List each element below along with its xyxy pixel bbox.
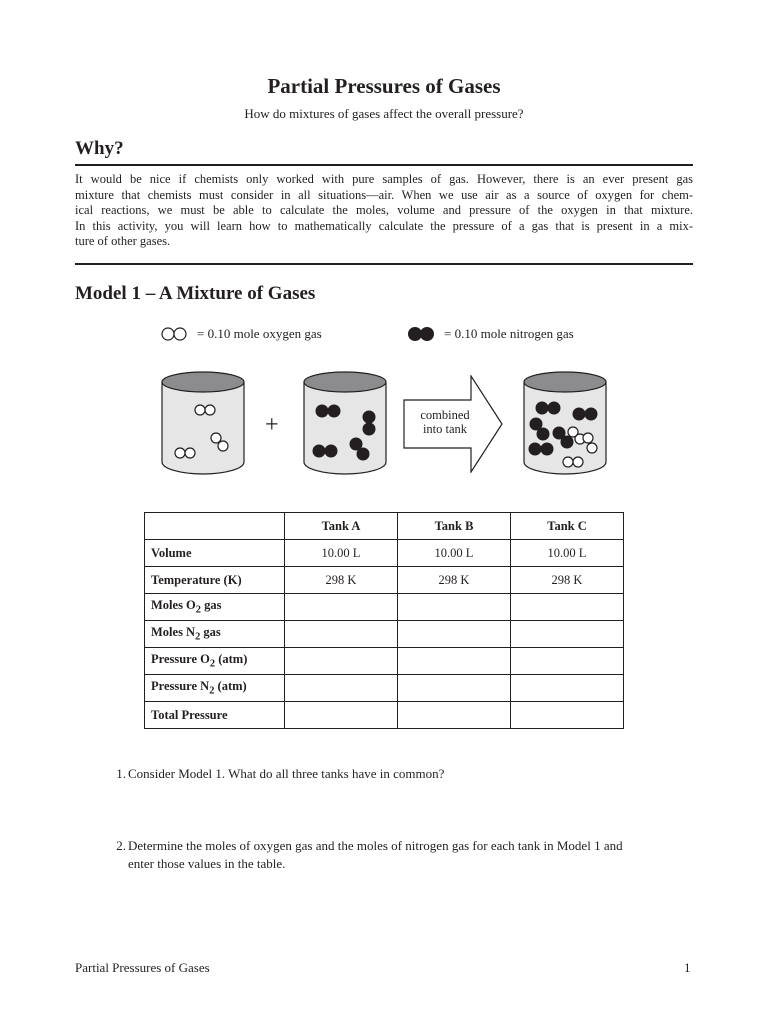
row-label <box>145 648 285 675</box>
row-label: Total Pressure <box>145 702 285 729</box>
table-row <box>145 567 624 594</box>
row-label-text: gas <box>201 598 222 613</box>
why-top-rule <box>75 164 693 166</box>
row-label-text: Moles O <box>151 598 196 613</box>
table-cell[interactable] <box>511 621 624 648</box>
table-header-cell: Tank B <box>398 513 511 540</box>
arrow-label <box>405 408 485 436</box>
table-cell[interactable] <box>398 675 511 702</box>
table-row <box>145 540 624 567</box>
why-line: It would be nice if chemists only worked with pure samples of gas. However, there is an ever present gas <box>75 172 693 186</box>
row-label-text: gas <box>200 625 221 640</box>
row-label: Volume <box>145 540 285 567</box>
why-line: ical reactions, we must be able to calculate the moles, volume and pressure of the oxygen in that mixture. <box>75 203 693 217</box>
open-circle-pair-icon <box>160 327 190 341</box>
question-2 <box>108 837 708 873</box>
question-text: Consider Model 1. What do all three tanks have in common? <box>128 766 445 781</box>
why-line: In this activity, you will learn how to mathematically calculate the pressure of a gas that is present in a mix- <box>75 218 693 233</box>
legend-nitrogen-label: = 0.10 mole nitrogen gas <box>444 326 574 341</box>
row-label: Temperature (K) <box>145 567 285 594</box>
table-cell[interactable] <box>398 594 511 621</box>
table-header-cell: Tank A <box>285 513 398 540</box>
table-cell: 10.00 L <box>285 540 398 567</box>
table-row <box>145 648 624 675</box>
table-cell[interactable] <box>511 648 624 675</box>
table-cell[interactable] <box>398 648 511 675</box>
question-number: 2. <box>116 838 126 853</box>
filled-circle-pair-icon <box>407 326 437 342</box>
table-header-cell <box>145 513 285 540</box>
table-row <box>145 621 624 648</box>
row-label <box>145 621 285 648</box>
legend-oxygen-label: = 0.10 mole oxygen gas <box>197 326 322 341</box>
tank-a-illustration <box>160 370 246 481</box>
table-row <box>145 594 624 621</box>
page-subtitle: How do mixtures of gases affect the overall pressure? <box>244 106 524 121</box>
legend-nitrogen <box>407 326 574 342</box>
model-data-table <box>144 512 624 729</box>
arrow-label-line1: combined <box>420 408 470 422</box>
why-bottom-rule <box>75 263 693 265</box>
row-label-subscript: 2 <box>209 685 215 697</box>
table-cell[interactable] <box>398 621 511 648</box>
table-cell[interactable] <box>285 702 398 729</box>
table-row <box>145 675 624 702</box>
tank-b-illustration <box>302 370 388 481</box>
why-line: ture of other gases. <box>75 234 171 248</box>
arrow-label-line2: into tank <box>422 422 468 436</box>
plus-sign: + <box>265 412 279 438</box>
table-cell: 10.00 L <box>511 540 624 567</box>
why-heading: Why? <box>75 138 124 159</box>
question-text-line: enter those values in the table. <box>128 856 286 871</box>
row-label-text: (atm) <box>214 679 247 694</box>
table-cell[interactable] <box>285 675 398 702</box>
tank-c-illustration <box>522 370 608 481</box>
model-heading: Model 1 – A Mixture of Gases <box>75 283 316 304</box>
row-label-text: Pressure N <box>151 679 210 694</box>
table-cell[interactable] <box>511 702 624 729</box>
table-cell[interactable] <box>398 702 511 729</box>
row-label-subscript: 2 <box>209 658 216 670</box>
row-label-text: (atm) <box>215 652 248 667</box>
table-cell: 298 K <box>511 567 624 594</box>
table-cell: 298 K <box>285 567 398 594</box>
legend-oxygen <box>160 326 322 342</box>
why-paragraph <box>75 172 693 250</box>
question-text-line: Determine the moles of oxygen gas and the moles of nitrogen gas for each tank in Model 1 and <box>128 838 623 853</box>
question-1 <box>108 765 708 783</box>
why-line: mixture that chemists must consider in all situations—air. When we use air as a source of oxygen for chem- <box>75 187 693 202</box>
table-header-row <box>145 513 624 540</box>
table-header-cell: Tank C <box>511 513 624 540</box>
table-cell: 298 K <box>398 567 511 594</box>
question-number: 1. <box>116 766 126 781</box>
row-label <box>145 675 285 702</box>
table-cell: 10.00 L <box>398 540 511 567</box>
footer-title: Partial Pressures of Gases <box>75 960 210 975</box>
row-label-subscript: 2 <box>195 604 201 616</box>
row-label-subscript: 2 <box>195 631 201 643</box>
table-row <box>145 702 624 729</box>
table-cell[interactable] <box>285 621 398 648</box>
table-cell[interactable] <box>511 675 624 702</box>
row-label-text: Pressure O <box>151 652 210 667</box>
row-label-text: Moles N <box>151 625 196 640</box>
page-number: 1 <box>684 960 691 975</box>
table-cell[interactable] <box>511 594 624 621</box>
table-cell[interactable] <box>285 648 398 675</box>
table-cell[interactable] <box>285 594 398 621</box>
page-title: Partial Pressures of Gases <box>267 74 501 98</box>
row-label <box>145 594 285 621</box>
